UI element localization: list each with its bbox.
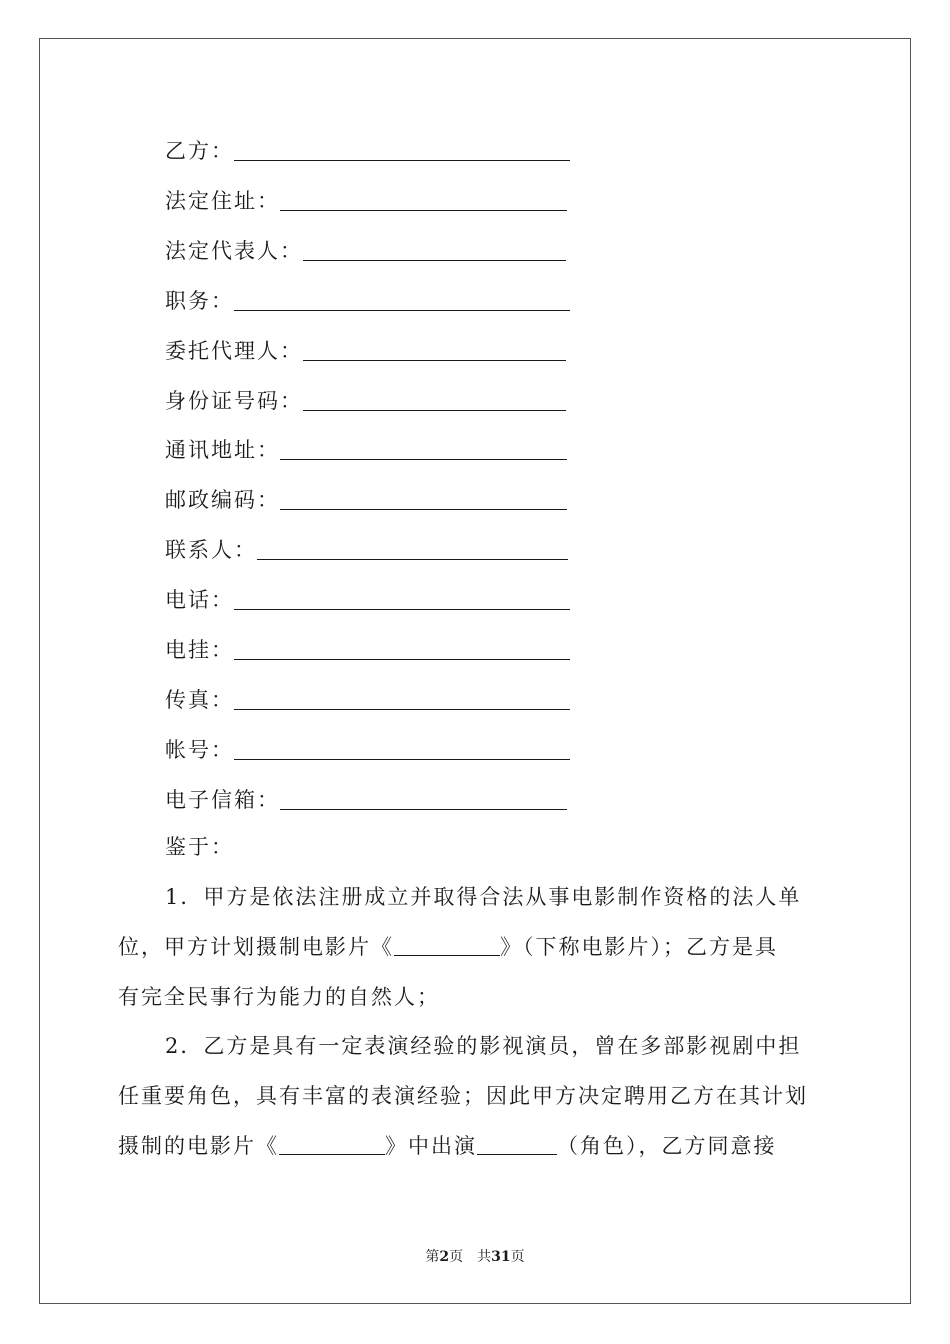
paragraph-1-line-3: 有完全民事行为能力的自然人； [118,985,440,1009]
field-blank-line[interactable] [280,437,567,460]
field-label: 委托代理人： [165,339,303,363]
field-blank-line[interactable] [303,388,566,411]
paragraph-text: （角色），乙方同意接 [557,1134,777,1158]
field-label: 法定住址： [165,189,280,213]
field-blank-line[interactable] [234,637,570,660]
paragraph-2-line-1: 2．乙方是具有一定表演经验的影视演员，曾在多部影视剧中担 [165,1034,802,1058]
field-position [165,285,570,315]
field-blank-line[interactable] [280,787,567,810]
field-label: 传真： [165,688,234,712]
field-blank-line[interactable] [257,537,568,560]
field-party-b [165,135,570,165]
total-page-count: 31 [491,1249,511,1265]
paragraph-2-line-3 [118,1131,777,1161]
current-page-number: 2 [439,1249,450,1265]
field-blank-line[interactable] [234,288,570,311]
whereas-heading: 鉴于： [165,835,234,859]
field-label: 联系人： [165,538,257,562]
paragraph-2-line-2: 任重要角色，具有丰富的表演经验；因此甲方决定聘用乙方在其计划 [118,1084,808,1108]
field-label: 乙方： [165,139,234,163]
footer-text: 第 [425,1249,440,1265]
field-authorized-agent [165,335,566,365]
field-label: 职务： [165,289,234,313]
field-fax [165,684,570,714]
page-footer [0,1246,950,1266]
film-title-blank[interactable] [279,1134,385,1155]
field-label: 帐号： [165,738,234,762]
field-email [165,784,567,814]
page-border [39,38,911,1304]
field-legal-address [165,185,567,215]
paragraph-text: 》中出演 [385,1134,477,1158]
field-blank-line[interactable] [234,587,570,610]
field-label: 法定代表人： [165,239,303,263]
paragraph-text: 摄制的电影片《 [118,1134,279,1158]
film-title-blank[interactable] [394,935,500,956]
field-id-number [165,385,566,415]
field-label: 电话： [165,588,234,612]
footer-text: 页 [510,1249,525,1265]
field-blank-line[interactable] [234,138,570,161]
paragraph-text: 》（下称电影片）；乙方是具 [500,935,778,959]
paragraph-text: 位，甲方计划摄制电影片《 [118,935,394,959]
field-blank-line[interactable] [234,737,570,760]
field-label: 通讯地址： [165,438,280,462]
footer-text: 页 共 [449,1249,492,1265]
field-label: 电子信箱： [165,788,280,812]
field-account [165,734,570,764]
field-telegraph [165,634,570,664]
field-blank-line[interactable] [303,338,566,361]
field-contact-person [165,534,568,564]
field-label: 邮政编码： [165,488,280,512]
field-blank-line[interactable] [234,687,570,710]
role-blank[interactable] [477,1134,557,1155]
field-blank-line[interactable] [280,188,567,211]
field-postal-code [165,484,567,514]
field-blank-line[interactable] [280,487,567,510]
field-phone [165,584,570,614]
field-mailing-address [165,434,567,464]
paragraph-1-line-2 [118,932,778,962]
field-label: 身份证号码： [165,389,303,413]
field-blank-line[interactable] [303,238,566,261]
paragraph-1-line-1: 1．甲方是依法注册成立并取得合法从事电影制作资格的法人单 [165,885,802,909]
field-legal-representative [165,235,566,265]
field-label: 电挂： [165,638,234,662]
